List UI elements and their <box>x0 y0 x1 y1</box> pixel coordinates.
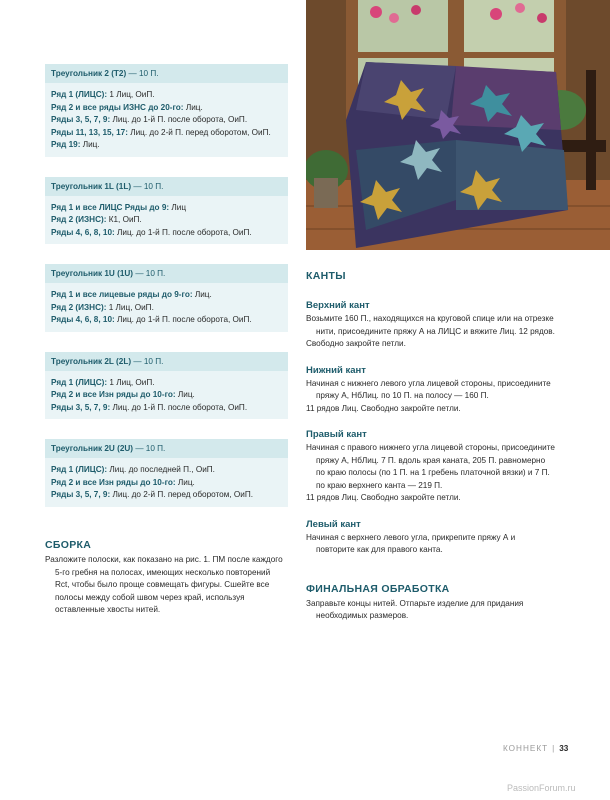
box-title: Треугольник 1U (1U) — 10 П. <box>45 264 288 283</box>
box-title: Треугольник 2 (Т2) — 10 П. <box>45 64 288 83</box>
row-line: Ряд 1 (ЛИЦС): Лиц. до последней П., ОиП. <box>51 465 215 474</box>
row-line: Ряд 2 (ИЗНС): 1 Лиц, ОиП. <box>51 302 154 312</box>
triangle-box-2u <box>45 439 288 507</box>
box-title: Треугольник 2U (2U) — 10 П. <box>45 439 288 458</box>
box-title: Треугольник 1L (1L) — 10 П. <box>45 177 288 196</box>
edges-title: КАНТЫ <box>306 270 346 282</box>
row-line: Ряд 1 (ЛИЦС): 1 Лиц, ОиП. <box>51 377 155 387</box>
box-title: Треугольник 2L (2L) — 10 П. <box>45 352 288 371</box>
finishing-text: Заправьте концы нитей. Отпарьте изделие для придания необходимых размеров. <box>306 598 524 620</box>
blanket-photo <box>306 0 610 250</box>
assembly-section <box>45 539 285 617</box>
row-line: Ряд 2 и все ряды ИЗНС до 20-го: Лиц. <box>51 102 203 112</box>
triangle-box-1l <box>45 177 288 245</box>
row-line: Ряды 3, 5, 7, 9: Лиц. до 2-й П. перед оборотом, ОиП. <box>51 490 253 499</box>
row-line: Ряды 3, 5, 7, 9: Лиц. до 1-й П. после оборота, ОиП. <box>51 402 248 412</box>
row-line: Ряд 19: Лиц. <box>51 140 100 149</box>
magazine-name: КОННЕКТ <box>503 744 549 753</box>
watermark: PassionForum.ru <box>507 783 576 793</box>
page-number: 33 <box>559 744 569 753</box>
row-line: Ряд 1 и все лицевые ряды до 9-го: Лиц. <box>51 290 212 299</box>
row-line: Ряд 1 и все ЛИЦС Ряды до 9: Лиц <box>51 202 187 212</box>
top-edge-text-2: Свободно закройте петли. <box>306 339 406 348</box>
bottom-edge-title: Нижний кант <box>306 364 366 376</box>
triangle-box-1u <box>45 264 288 332</box>
row-line: Ряд 2 и все Изн ряды до 10-го: Лиц. <box>51 477 195 487</box>
bottom-edge-text-2: 11 рядов Лиц. Свободно закройте петли. <box>306 403 461 413</box>
assembly-title: СБОРКА <box>45 539 92 551</box>
row-line: Ряд 2 (ИЗНС): К1, ОиП. <box>51 215 142 224</box>
row-line: Ряд 2 и все Изн ряды до 10-го: Лиц. <box>51 390 195 399</box>
row-line: Ряд 1 (ЛИЦС): 1 Лиц, ОиП. <box>51 90 155 99</box>
bottom-edge-text: Начиная с нижнего левого угла лицевой стороны, присоедините пряжу А, НбЛиц. по 10 П. на полосу — 160 П. <box>306 378 551 400</box>
triangle-box-t2 <box>45 64 288 157</box>
left-edge-text: Начиная с верхнего левого угла, прикрепите пряжу А и повторите как для правого канта. <box>306 532 516 554</box>
right-column <box>306 264 556 623</box>
left-column <box>45 64 288 527</box>
row-line: Ряды 4, 6, 8, 10: Лиц. до 1-й П. после оборота, ОиП. <box>51 315 252 324</box>
top-edge-text: Возьмите 160 П., находящихся на круговой спице или на отрезке нити, присоедините пряжу А на ЛИЦС и вяжите Лиц. 12 рядов. <box>306 314 555 336</box>
assembly-text: Разложите полоски, как показано на рис. 1. ПМ после каждого 5-го гребня на полосах, имеющих несколько повторений Rct, чтобы было проще совмещать фигуры. Сшейте все полосы между собой швом через край, используя оставленные хвосты нитей. <box>45 555 283 614</box>
row-line: Ряды 11, 13, 15, 17: Лиц. до 2-й П. перед оборотом, ОиП. <box>51 127 271 137</box>
right-edge-text-2: 11 рядов Лиц. Свободно закройте петли. <box>306 493 461 502</box>
right-edge-title: Правый кант <box>306 429 367 440</box>
triangle-box-2l <box>45 352 288 420</box>
row-line: Ряды 4, 6, 8, 10: Лиц. до 1-й П. после оборота, ОиП. <box>51 227 252 237</box>
top-edge-title: Верхний кант <box>306 300 370 311</box>
right-edge-text: Начиная с правого нижнего угла лицевой стороны, присоедините пряжу А, НбЛиц. 7 П. вдоль края каната, 205 П. равномерно по краю полосы (по 1 П. на 1 гребень платочной вязки) и 7 П. по краю верхнего канта — 219 П. <box>306 443 555 490</box>
row-line: Ряды 3, 5, 7, 9: Лиц. до 1-й П. после оборота, ОиП. <box>51 115 248 124</box>
finishing-title: ФИНАЛЬНАЯ ОБРАБОТКА <box>306 582 450 595</box>
page-footer: КОННЕКТ | 33 <box>503 744 569 753</box>
left-edge-title: Левый кант <box>306 518 361 530</box>
